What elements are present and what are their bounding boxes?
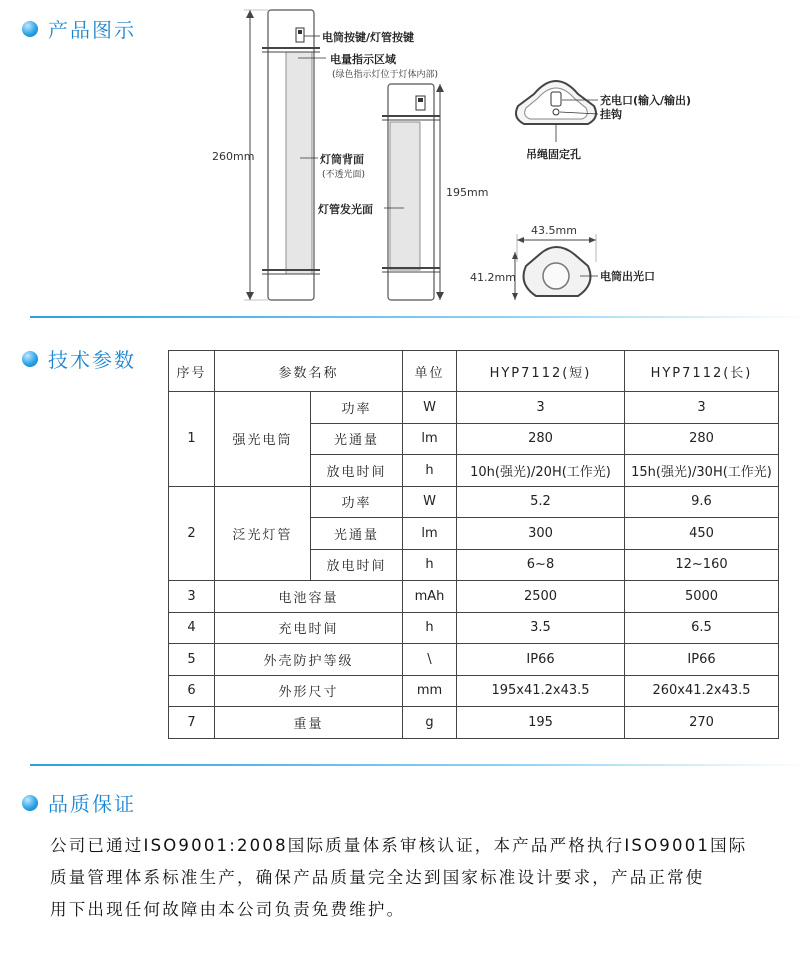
cell-long: 6.5: [625, 612, 779, 644]
quality-paragraph: [50, 830, 790, 926]
cell-short: 2500: [457, 581, 625, 613]
table-row: [169, 644, 779, 676]
cell-long: 450: [625, 518, 779, 550]
spec-table: [168, 350, 779, 739]
label-back: 灯筒背面: [320, 153, 364, 166]
cell-param: 功率: [311, 392, 403, 424]
divider-rule: [30, 764, 810, 766]
cell-param: 外形尺寸: [215, 675, 403, 707]
label-hook: 挂钩: [600, 108, 622, 121]
cell-param: 放电时间: [311, 549, 403, 581]
label-rope-hole: 吊绳固定孔: [526, 148, 581, 161]
section-title-text: 品质保证: [48, 792, 136, 816]
label-indicator-note: (绿色指示灯位于灯体内部): [332, 70, 439, 80]
depth-dimension: 41.2mm: [470, 271, 516, 284]
table-row: [169, 581, 779, 613]
cell-param: 充电时间: [215, 612, 403, 644]
cell-long: 260x41.2x43.5: [625, 675, 779, 707]
paragraph-line: 质量管理体系标准生产，确保产品质量完全达到国家标准设计要求，产品正常使: [50, 868, 705, 887]
cell-group-name: 泛光灯管: [215, 486, 311, 581]
label-back-note: (不透光面): [322, 170, 366, 180]
table-row: [169, 392, 779, 424]
cell-unit: W: [403, 486, 457, 518]
cell-no: 4: [169, 612, 215, 644]
cell-unit: \: [403, 644, 457, 676]
cell-short: 280: [457, 423, 625, 455]
cell-group-name: 强光电筒: [215, 392, 311, 487]
table-row: [169, 707, 779, 739]
cell-long: 280: [625, 423, 779, 455]
cell-unit: lm: [403, 423, 457, 455]
cell-param: 重量: [215, 707, 403, 739]
top-view-drawing: [516, 81, 596, 124]
table-row: [169, 612, 779, 644]
cell-unit: h: [403, 549, 457, 581]
cell-param: 光通量: [311, 423, 403, 455]
section-title-text: 产品图示: [48, 18, 136, 42]
cell-short: 300: [457, 518, 625, 550]
cell-no: 3: [169, 581, 215, 613]
label-buttons: 电筒按键/灯管按键: [322, 31, 415, 44]
cell-no: 7: [169, 707, 215, 739]
header-cell: 序号: [169, 351, 215, 392]
cell-no: 6: [169, 675, 215, 707]
cell-no: 5: [169, 644, 215, 676]
cell-long: 5000: [625, 581, 779, 613]
table-row: [169, 675, 779, 707]
cell-no: 1: [169, 392, 215, 487]
header-cell: HYP7112(长): [625, 351, 779, 392]
cell-param: 功率: [311, 486, 403, 518]
bullet-icon: [22, 795, 38, 811]
cell-unit: lm: [403, 518, 457, 550]
paragraph-line: 公司已通过ISO9001:2008国际质量体系审核认证，本产品严格执行ISO9001国际: [50, 836, 748, 855]
label-charge-port: 充电口(输入/输出): [600, 94, 692, 107]
cell-long: 15h(强光)/30H(工作光): [625, 455, 779, 487]
cell-unit: W: [403, 392, 457, 424]
divider-rule: [30, 316, 810, 318]
section-title-text: 技术参数: [48, 348, 136, 372]
cell-long: 9.6: [625, 486, 779, 518]
cell-short: 6~8: [457, 549, 625, 581]
section-title-specs: [22, 344, 136, 373]
table-row: [169, 486, 779, 518]
long-lamp-drawing: [262, 10, 320, 300]
cell-no: 2: [169, 486, 215, 581]
cell-long: 270: [625, 707, 779, 739]
cell-short: IP66: [457, 644, 625, 676]
cell-short: 195x41.2x43.5: [457, 675, 625, 707]
cell-unit: h: [403, 612, 457, 644]
cell-long: IP66: [625, 644, 779, 676]
short-height-dimension: 195mm: [446, 186, 489, 199]
label-torch-outlet: 电筒出光口: [600, 270, 655, 283]
header-cell: HYP7112(短): [457, 351, 625, 392]
short-lamp-drawing: [382, 84, 440, 300]
header-cell: 参数名称: [215, 351, 403, 392]
cell-short: 3: [457, 392, 625, 424]
cell-param: 光通量: [311, 518, 403, 550]
cell-long: 12~160: [625, 549, 779, 581]
bullet-icon: [22, 351, 38, 367]
product-diagram: [0, 0, 810, 320]
section-title-quality: [22, 788, 136, 817]
paragraph-line: 用下出现任何故障由本公司负责免费维护。: [50, 900, 406, 919]
label-tube-face: 灯管发光面: [318, 203, 373, 216]
table-header-row: [169, 351, 779, 392]
cell-unit: mAh: [403, 581, 457, 613]
width-dimension: 43.5mm: [531, 224, 577, 237]
cell-unit: h: [403, 455, 457, 487]
cell-long: 3: [625, 392, 779, 424]
header-cell: 单位: [403, 351, 457, 392]
cell-param: 外壳防护等级: [215, 644, 403, 676]
cell-short: 195: [457, 707, 625, 739]
cell-unit: mm: [403, 675, 457, 707]
label-indicator: 电量指示区域: [330, 53, 396, 66]
cell-short: 10h(强光)/20H(工作光): [457, 455, 625, 487]
cell-short: 3.5: [457, 612, 625, 644]
cell-param: 电池容量: [215, 581, 403, 613]
front-view-drawing: [524, 247, 591, 296]
cell-short: 5.2: [457, 486, 625, 518]
long-height-dimension: 260mm: [212, 150, 255, 163]
cell-param: 放电时间: [311, 455, 403, 487]
cell-unit: g: [403, 707, 457, 739]
